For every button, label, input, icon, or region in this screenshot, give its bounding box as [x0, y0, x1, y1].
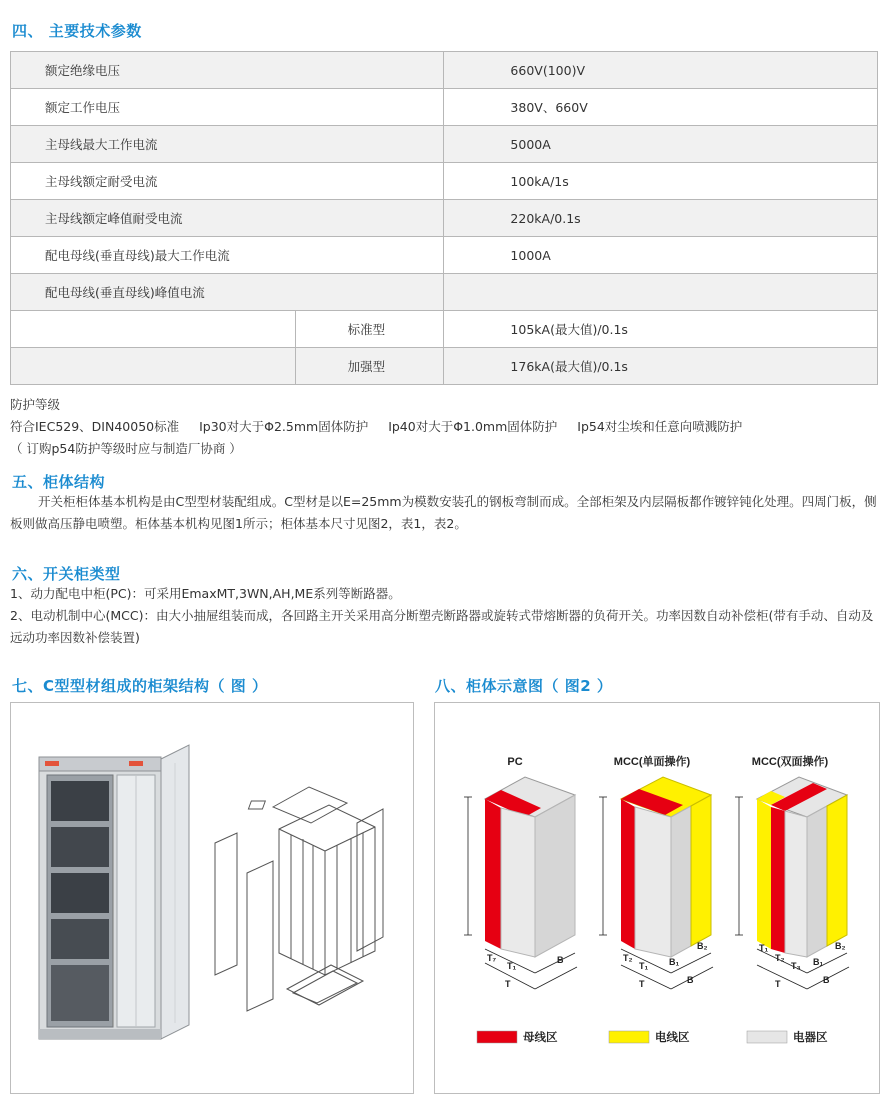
- spec-value: 660V(100)V: [444, 52, 878, 89]
- spec-label: 主母线最大工作电流: [11, 126, 444, 163]
- spec-value: 176kA(最大值)/0.1s: [444, 348, 878, 385]
- spec-value: 380V、660V: [444, 89, 878, 126]
- dim-label: T: [775, 979, 781, 989]
- spec-label: 额定绝缘电压: [11, 52, 444, 89]
- section-5-body: 开关柜柜体基本机构是由C型型材装配组成。C型材是以E=25mm为模数安装孔的钢板弯制而成。全部柜架及内层隔板都作镀锌钝化处理。四周门板，侧板则做高压静电喷塑。柜体基本机构见图1所示；柜体基本尺寸见图2，表1，表2。: [10, 494, 877, 531]
- dim-label: B₁: [669, 957, 680, 967]
- dim-label: B₂: [697, 941, 708, 951]
- spec-value: [444, 274, 878, 311]
- table-row: [11, 348, 878, 385]
- protection-item: Ip30对大于Φ2.5mm固体防护: [199, 419, 369, 434]
- dim-label: T₁: [507, 961, 517, 971]
- dim-label: T₃: [791, 961, 801, 971]
- pc-cabinet: [485, 777, 575, 957]
- spec-label: 主母线额定峰值耐受电流: [11, 200, 444, 237]
- dim-label: T₁: [639, 961, 649, 971]
- cabinet-photo: [39, 745, 189, 1039]
- legend-swatch-busbar: [477, 1031, 517, 1043]
- dim-label: B₂: [835, 941, 846, 951]
- protection-note: （ 订购p54防护等级时应与制造厂协商 ）: [10, 441, 242, 456]
- table-row: [11, 163, 878, 200]
- spec-label: 配电母线(垂直母线)最大工作电流: [11, 237, 444, 274]
- legend-swatch-cable: [609, 1031, 649, 1043]
- dim-label: T₇: [487, 953, 497, 963]
- protection-heading: 防护等级: [10, 397, 61, 412]
- table-row: [11, 126, 878, 163]
- section-6-item-2: 2、电动机制中心(MCC)：由大小抽屉组装而成，各回路主开关采用高分断塑壳断路器或旋转式带熔断器的负荷开关。功率因数自动补偿柜(带有手动、自动及远动功率因数补偿装置): [10, 608, 874, 645]
- dim-label: T₁: [759, 943, 769, 953]
- protection-block: [10, 394, 880, 460]
- dim-label: T₂: [775, 953, 785, 963]
- section-7-title: 七、C型型材组成的柜架结构（ 图 ）: [12, 677, 268, 695]
- spec-value: 220kA/0.1s: [444, 200, 878, 237]
- section-5-title: 五、柜体结构: [12, 473, 106, 491]
- protection-item: Ip54对尘埃和任意向喷溅防护: [577, 419, 743, 434]
- spec-empty-cell: [11, 311, 296, 348]
- protection-item: 符合IEC529、DIN40050标准: [10, 419, 180, 434]
- dim-label: B₁: [813, 957, 824, 967]
- dim-label: T: [639, 979, 645, 989]
- dim-label: B: [823, 975, 830, 985]
- spec-table: [10, 51, 878, 385]
- dim-label: T: [505, 979, 511, 989]
- protection-item: Ip40对大于Φ1.0mm固体防护: [388, 419, 558, 434]
- legend-label-cable: 电线区: [655, 1032, 690, 1044]
- section-6-title: 六、开关柜类型: [12, 565, 121, 583]
- protection-line1: [10, 416, 880, 438]
- spec-label: 主母线额定耐受电流: [11, 163, 444, 200]
- table-row: [11, 311, 878, 348]
- section-4-title: 四、 主要技术参数: [12, 22, 142, 40]
- exploded-frame-drawing: [215, 787, 383, 1011]
- legend: [477, 1030, 828, 1044]
- dim-label: B: [687, 975, 694, 985]
- spec-value: 5000A: [444, 126, 878, 163]
- dim-label: T₂: [623, 953, 633, 963]
- spec-sub-label: 标准型: [295, 311, 444, 348]
- table-row: [11, 52, 878, 89]
- spec-value: 100kA/1s: [444, 163, 878, 200]
- diagram-label-pc: PC: [507, 756, 523, 768]
- table-row: [11, 274, 878, 311]
- spec-label: 额定工作电压: [11, 89, 444, 126]
- dim-label: B: [557, 955, 564, 965]
- legend-swatch-device: [747, 1031, 787, 1043]
- spec-sub-label: 加强型: [295, 348, 444, 385]
- figure-cabinet-schematic: [434, 702, 880, 1094]
- mcc-double-cabinet: [757, 777, 847, 957]
- spec-label: 配电母线(垂直母线)峰值电流: [11, 274, 444, 311]
- legend-label-busbar: 母线区: [523, 1032, 558, 1044]
- table-row: [11, 237, 878, 274]
- table-row: [11, 89, 878, 126]
- section-6-item-1: 1、动力配电中柜(PC)：可采用EmaxMT,3WN,AH,ME系列等断路器。: [10, 586, 401, 601]
- section-8-title: 八、柜体示意图（ 图2 ）: [435, 677, 613, 695]
- diagram-label-mcc-double: MCC(双面操作): [751, 756, 829, 768]
- mcc-single-cabinet: [621, 777, 711, 957]
- spec-value: 1000A: [444, 237, 878, 274]
- diagram-label-mcc-single: MCC(单面操作): [613, 756, 691, 768]
- figure-cabinet-structure: [10, 702, 414, 1094]
- legend-label-device: 电器区: [793, 1032, 828, 1044]
- section-6-body: [10, 583, 882, 649]
- table-row: [11, 200, 878, 237]
- spec-empty-cell: [11, 348, 296, 385]
- spec-value: 105kA(最大值)/0.1s: [444, 311, 878, 348]
